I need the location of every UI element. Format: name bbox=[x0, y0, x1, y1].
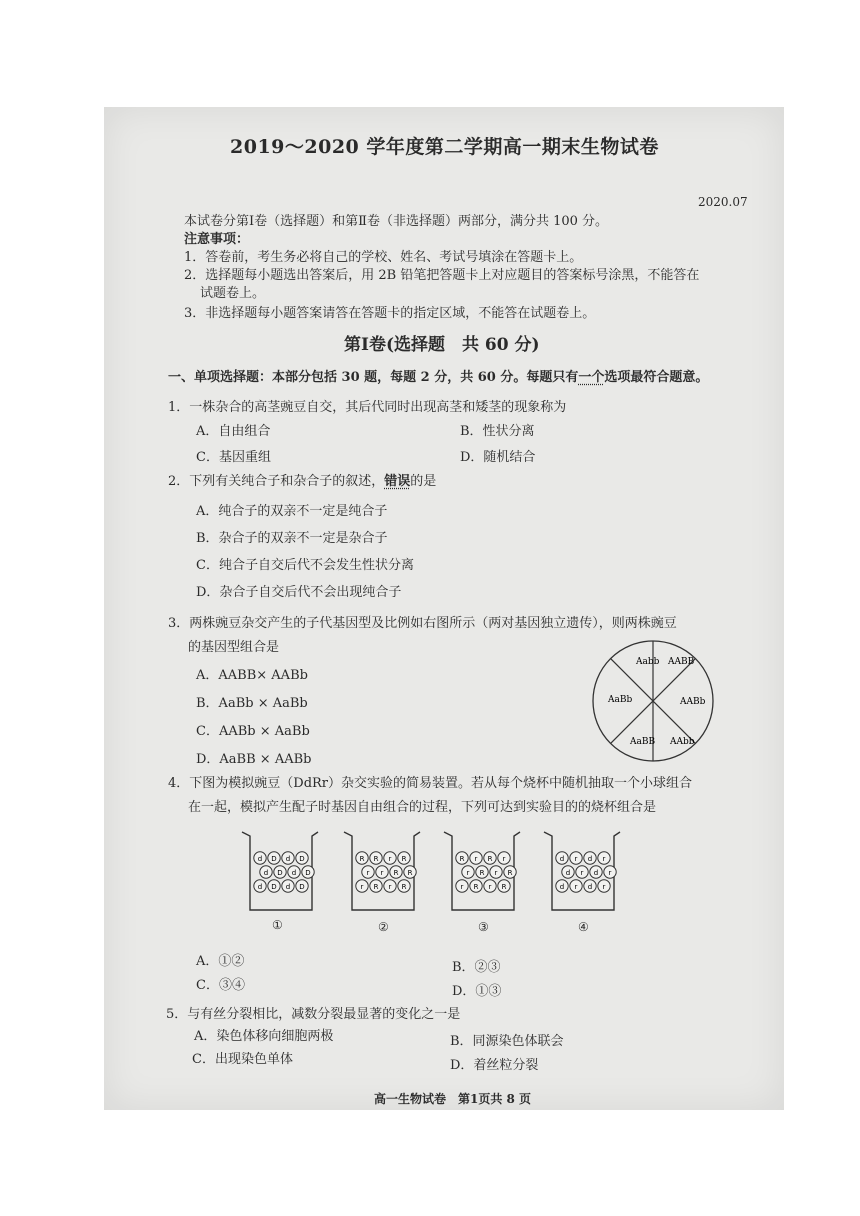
beaker-ball-label: D bbox=[277, 869, 283, 877]
q4-stem: 4．下图为模拟豌豆（DdRr）杂交实验的简易装置。若从每个烧杯中随机抽取一个小球组合 bbox=[168, 776, 693, 791]
beaker-ball-label: r bbox=[466, 869, 470, 877]
beaker-ball-label: D bbox=[271, 855, 277, 863]
pie-label-AaBb: AaBb bbox=[608, 695, 633, 705]
beaker-ball-label: R bbox=[479, 869, 485, 877]
beaker-ball-label: r bbox=[602, 855, 606, 863]
pie-label-AABb: AABb bbox=[680, 697, 706, 707]
pie-label-AaBB: AaBB bbox=[630, 737, 656, 747]
page-footer: 高一生物试卷 第1页共 8 页 bbox=[374, 1092, 532, 1106]
beaker-ball-label: r bbox=[388, 855, 392, 863]
beaker-ball-label: R bbox=[359, 855, 365, 863]
beaker-ball-label: R bbox=[373, 883, 379, 891]
section-instruction-b: 一个 bbox=[578, 370, 605, 385]
q4-option-c: C．③④ bbox=[196, 978, 245, 993]
section-instruction bbox=[168, 366, 708, 385]
beaker-4 bbox=[540, 828, 624, 914]
section-instruction-a: 一、单项选择题：本部分包括 30 题，每题 2 分，共 60 分。每题只有 bbox=[168, 370, 579, 385]
beaker-ball-label: r bbox=[388, 883, 392, 891]
beaker-ball-label: r bbox=[488, 883, 492, 891]
q2-option-b: B．杂合子的双亲不一定是杂合子 bbox=[196, 531, 388, 546]
beaker-4-label: ④ bbox=[578, 920, 589, 934]
beaker-ball-label: d bbox=[593, 869, 599, 877]
q5-option-b: B．同源染色体联会 bbox=[450, 1034, 564, 1049]
beaker-ball-label: d bbox=[587, 883, 593, 891]
beaker-3-label: ③ bbox=[478, 920, 489, 934]
genotype-pie-figure bbox=[588, 636, 718, 766]
q3-option-a: A．AABB× AABb bbox=[196, 668, 308, 683]
q5-option-d: D．着丝粒分裂 bbox=[450, 1058, 539, 1073]
q2-stem-c: 的是 bbox=[410, 474, 437, 489]
beaker-ball-label: r bbox=[360, 883, 364, 891]
beaker-ball-label: R bbox=[501, 883, 507, 891]
beaker-ball-label: d bbox=[587, 855, 593, 863]
notes-title: 注意事项： bbox=[184, 232, 250, 247]
note-1: 1．答卷前，考生务必将自己的学校、姓名、考试号填涂在答题卡上。 bbox=[184, 250, 583, 265]
q5-stem: 5．与有丝分裂相比，减数分裂最显著的变化之一是 bbox=[166, 1007, 461, 1022]
q3-option-c: C．AABb × AaBb bbox=[196, 724, 310, 739]
exam-date: 2020.07 bbox=[698, 195, 748, 209]
exam-intro: 本试卷分第Ⅰ卷（选择题）和第Ⅱ卷（非选择题）两部分，满分共 100 分。 bbox=[184, 214, 609, 229]
q4-option-b: B．②③ bbox=[452, 960, 501, 975]
beaker-1-label: ① bbox=[272, 918, 283, 932]
beaker-2 bbox=[340, 828, 424, 914]
note-3: 3．非选择题每小题答案请答在答题卡的指定区域，不能答在试题卷上。 bbox=[184, 306, 596, 321]
beaker-ball-label: D bbox=[299, 855, 305, 863]
beaker-ball-label: R bbox=[393, 869, 399, 877]
beaker-ball-label: r bbox=[460, 883, 464, 891]
q2-option-d: D．杂合子自交后代不会出现纯合子 bbox=[196, 585, 402, 600]
beaker-ball-label: r bbox=[494, 869, 498, 877]
note-2: 2．选择题每小题选出答案后，用 2B 铅笔把答题卡上对应题目的答案标号涂黑，不能答在 bbox=[184, 268, 700, 283]
beaker-ball-label: d bbox=[257, 883, 263, 891]
q1-stem: 1．一株杂合的高茎豌豆自交，其后代同时出现高茎和矮茎的现象称为 bbox=[168, 400, 567, 415]
beaker-ball-label: d bbox=[285, 855, 291, 863]
q1-option-c: C．基因重组 bbox=[196, 450, 271, 465]
q2-stem bbox=[168, 470, 436, 489]
q5-option-c: C．出现染色单体 bbox=[192, 1052, 293, 1067]
q4-option-d: D．①③ bbox=[452, 984, 502, 999]
beaker-ball-label: r bbox=[580, 869, 584, 877]
beaker-ball-label: R bbox=[407, 869, 413, 877]
pie-label-AABB: AABB bbox=[668, 657, 695, 667]
beaker-ball-label: r bbox=[608, 869, 612, 877]
pie-label-aabb-lower: Aabb bbox=[636, 657, 660, 667]
exam-title: 2019～2020 学年度第二学期高一期末生物试卷 bbox=[230, 136, 659, 158]
beaker-ball-label: R bbox=[507, 869, 513, 877]
note-2-cont: 试题卷上。 bbox=[200, 286, 266, 301]
beaker-ball-label: R bbox=[373, 855, 379, 863]
q3-option-b: B．AaBb × AaBb bbox=[196, 696, 308, 711]
section-instruction-c: 选项最符合题意。 bbox=[604, 370, 709, 385]
q3-stem: 3．两株豌豆杂交产生的子代基因型及比例如右图所示（两对基因独立遗传），则两株豌豆 bbox=[168, 616, 677, 631]
beaker-ball-label: D bbox=[271, 883, 277, 891]
pie-label-AAbb: AAbb bbox=[670, 737, 695, 747]
beaker-ball-label: d bbox=[559, 883, 565, 891]
beaker-ball-label: d bbox=[559, 855, 565, 863]
beaker-figure bbox=[238, 828, 648, 938]
beaker-ball-label: r bbox=[602, 883, 606, 891]
q1-option-a: A．自由组合 bbox=[196, 424, 271, 439]
beaker-ball-label: r bbox=[366, 869, 370, 877]
q3-stem2: 的基因型组合是 bbox=[188, 640, 280, 655]
q1-option-b: B．性状分离 bbox=[460, 424, 535, 439]
beaker-ball-label: D bbox=[299, 883, 305, 891]
beaker-ball-label: D bbox=[305, 869, 311, 877]
beaker-2-label: ② bbox=[378, 920, 389, 934]
q3-option-d: D．AaBB × AABb bbox=[196, 752, 312, 767]
beaker-ball-label: d bbox=[263, 869, 269, 877]
beaker-ball-label: R bbox=[401, 855, 407, 863]
beaker-ball-label: d bbox=[565, 869, 571, 877]
beaker-3 bbox=[440, 828, 524, 914]
q4-stem2: 在一起，模拟产生配子时基因自由组合的过程，下列可达到实验目的的烧杯组合是 bbox=[188, 800, 657, 815]
beaker-ball-label: d bbox=[257, 855, 263, 863]
q1-option-d: D．随机结合 bbox=[460, 450, 536, 465]
beaker-1 bbox=[238, 828, 322, 914]
beaker-ball-label: r bbox=[574, 883, 578, 891]
beaker-ball-label: R bbox=[401, 883, 407, 891]
beaker-ball-label: R bbox=[459, 855, 465, 863]
beaker-ball-label: r bbox=[502, 855, 506, 863]
q2-option-a: A．纯合子的双亲不一定是纯合子 bbox=[196, 504, 388, 519]
beaker-ball-label: d bbox=[291, 869, 297, 877]
beaker-ball-label: r bbox=[380, 869, 384, 877]
beaker-ball-label: R bbox=[487, 855, 493, 863]
q2-stem-a: 2．下列有关纯合子和杂合子的叙述， bbox=[168, 474, 385, 489]
beaker-ball-label: R bbox=[473, 883, 479, 891]
section-title: 第Ⅰ卷(选择题 共 60 分) bbox=[344, 335, 540, 355]
q4-option-a: A．①② bbox=[196, 954, 245, 969]
beaker-ball-label: r bbox=[574, 855, 578, 863]
q5-option-a: A．染色体移向细胞两极 bbox=[194, 1029, 334, 1044]
beaker-ball-label: r bbox=[474, 855, 478, 863]
q2-stem-b: 错误 bbox=[384, 474, 411, 489]
q2-option-c: C．纯合子自交后代不会发生性状分离 bbox=[196, 558, 414, 573]
beaker-ball-label: d bbox=[285, 883, 291, 891]
